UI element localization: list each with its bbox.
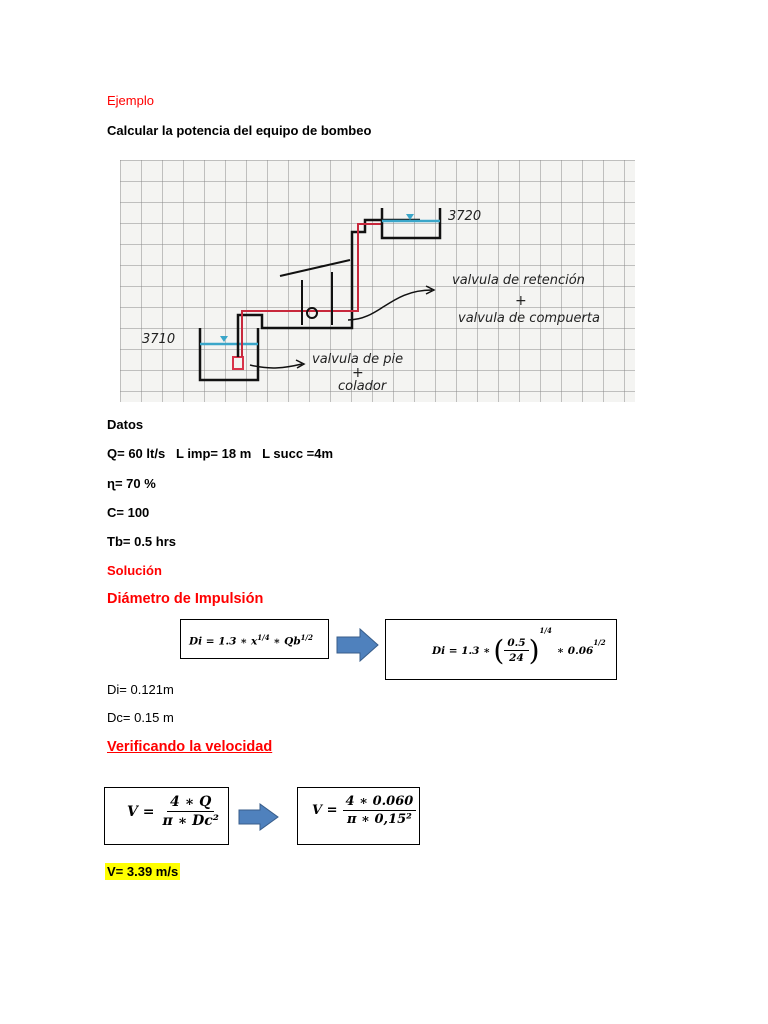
sketch-svg [120, 160, 635, 402]
datos-title: Datos [107, 417, 144, 432]
verificando-heading: Verificando la velocidad [107, 739, 273, 755]
plus-sign-1: + [515, 293, 527, 309]
open-paren: ( [493, 634, 505, 667]
datos-line-4: Tb= 0.5 hrs [107, 534, 176, 549]
gate-valve-label: valvula de compuerta [458, 311, 600, 326]
solucion-heading: Solución [107, 563, 162, 578]
foot-valve-label: valvula de pie [312, 352, 404, 367]
elev-lower-label: 3710 [142, 332, 176, 347]
datos-line-2: ɳ= 70 % [107, 476, 156, 491]
retention-valve-label: valvula de retención [452, 273, 585, 288]
datos-line-3: C= 100 [107, 505, 150, 520]
formula-diameter-substituted [385, 619, 617, 680]
formula2-exponent-2: 1/2 [593, 638, 606, 647]
formula-velocity-general [104, 787, 229, 845]
pump-system-sketch [120, 160, 635, 402]
problem-statement: Calcular la potencia del equipo de bombeo [107, 123, 372, 138]
formula3-denominator: π ∗ Dc² [162, 813, 219, 829]
datos-line-1: Q= 60 lt/s L imp= 18 m L succ =4m [107, 446, 334, 461]
result-di: Di= 0.121m [107, 682, 174, 697]
plus-sign-2: + [352, 365, 364, 381]
formula3-lhs: V = [127, 803, 155, 820]
formula2-numerator: 0.5 [504, 637, 528, 651]
velocity-result [105, 864, 180, 879]
diametro-heading: Diámetro de Impulsión [107, 591, 264, 607]
elev-upper-label: 3720 [448, 209, 482, 224]
formula2-exponent: 1/4 [539, 626, 552, 635]
arrow-right-icon-2 [238, 803, 280, 831]
result-dc: Dc= 0.15 m [107, 710, 174, 725]
formula1-x-exponent: 1/4 [257, 633, 270, 642]
formula2-lhs: Di = 1.3 ∗ [432, 644, 491, 657]
arrow-right-icon [336, 628, 380, 662]
strainer-label: colador [338, 379, 387, 394]
formula2-denominator: 24 [509, 652, 524, 664]
formula4-lhs: V = [312, 803, 338, 818]
formula1-qb-exponent: 1/2 [300, 633, 313, 642]
formula3-numerator: 4 ∗ Q [167, 794, 214, 812]
close-paren: ) [528, 634, 540, 667]
velocity-result-highlight: V= 3.39 m/s [107, 864, 179, 879]
formula4-numerator: 4 ∗ 0.060 [343, 794, 417, 811]
formula1-mid: ∗ Qb [269, 635, 301, 648]
formula-velocity-substituted [297, 787, 420, 845]
formula-diameter-general [180, 619, 329, 659]
formula2-mid: ∗ 0.06 [556, 644, 594, 657]
formula1-lhs: Di = 1.3 ∗ x [189, 635, 258, 648]
section-heading-ejemplo: Ejemplo [107, 93, 154, 108]
formula4-denominator: π ∗ 0,15² [346, 812, 412, 827]
